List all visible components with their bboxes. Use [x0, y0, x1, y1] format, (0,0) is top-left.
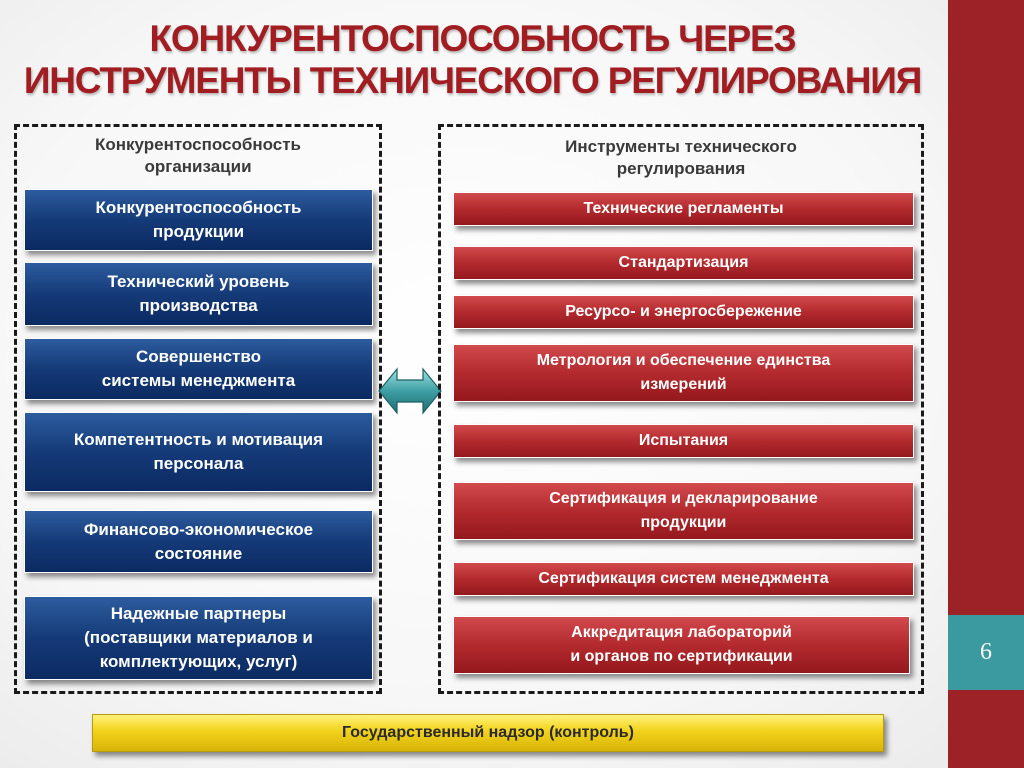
right-item-technical-regulations: Технические регламенты: [453, 192, 914, 226]
right-item-testing: Испытания: [453, 424, 914, 458]
left-item-management-system: Совершенство системы менеджмента: [24, 338, 373, 400]
left-item-financial-state: Финансово-экономическое состояние: [24, 510, 373, 573]
right-panel-heading: Инструменты технического регулирования: [565, 137, 797, 178]
right-item-accreditation: Аккредитация лабораторий и органов по сертификации: [453, 616, 910, 674]
left-panel-heading: Конкурентоспособность организации: [94, 135, 302, 176]
state-supervision-bar: Государственный надзор (контроль): [92, 714, 884, 752]
left-item-staff-competence: Компетентность и мотивация персонала: [24, 412, 373, 492]
title-line-1: КОНКУРЕНТОСПОСОБНОСТЬ ЧЕРЕЗ: [149, 18, 796, 59]
slide-title: [20, 18, 925, 102]
right-item-standardization: Стандартизация: [453, 246, 914, 280]
right-item-metrology: Метрология и обеспечение единства измерений: [453, 344, 914, 402]
left-item-production-level: Технический уровень производства: [24, 262, 373, 326]
right-item-management-certification: Сертификация систем менеджмента: [453, 562, 914, 596]
right-item-product-certification: Сертификация и декларирование продукции: [453, 482, 914, 540]
title-line-2: ИНСТРУМЕНТЫ ТЕХНИЧЕСКОГО РЕГУЛИРОВАНИЯ: [23, 60, 922, 101]
right-item-resource-saving: Ресурсо- и энергосбережение: [453, 295, 914, 329]
left-item-reliable-partners: Надежные партнеры (поставщики материалов и комплектующих, услуг): [24, 596, 373, 680]
page-number: 6: [948, 615, 1024, 690]
left-item-product-competitiveness: Конкурентоспособность продукции: [24, 189, 373, 251]
double-arrow-icon: [377, 365, 443, 417]
